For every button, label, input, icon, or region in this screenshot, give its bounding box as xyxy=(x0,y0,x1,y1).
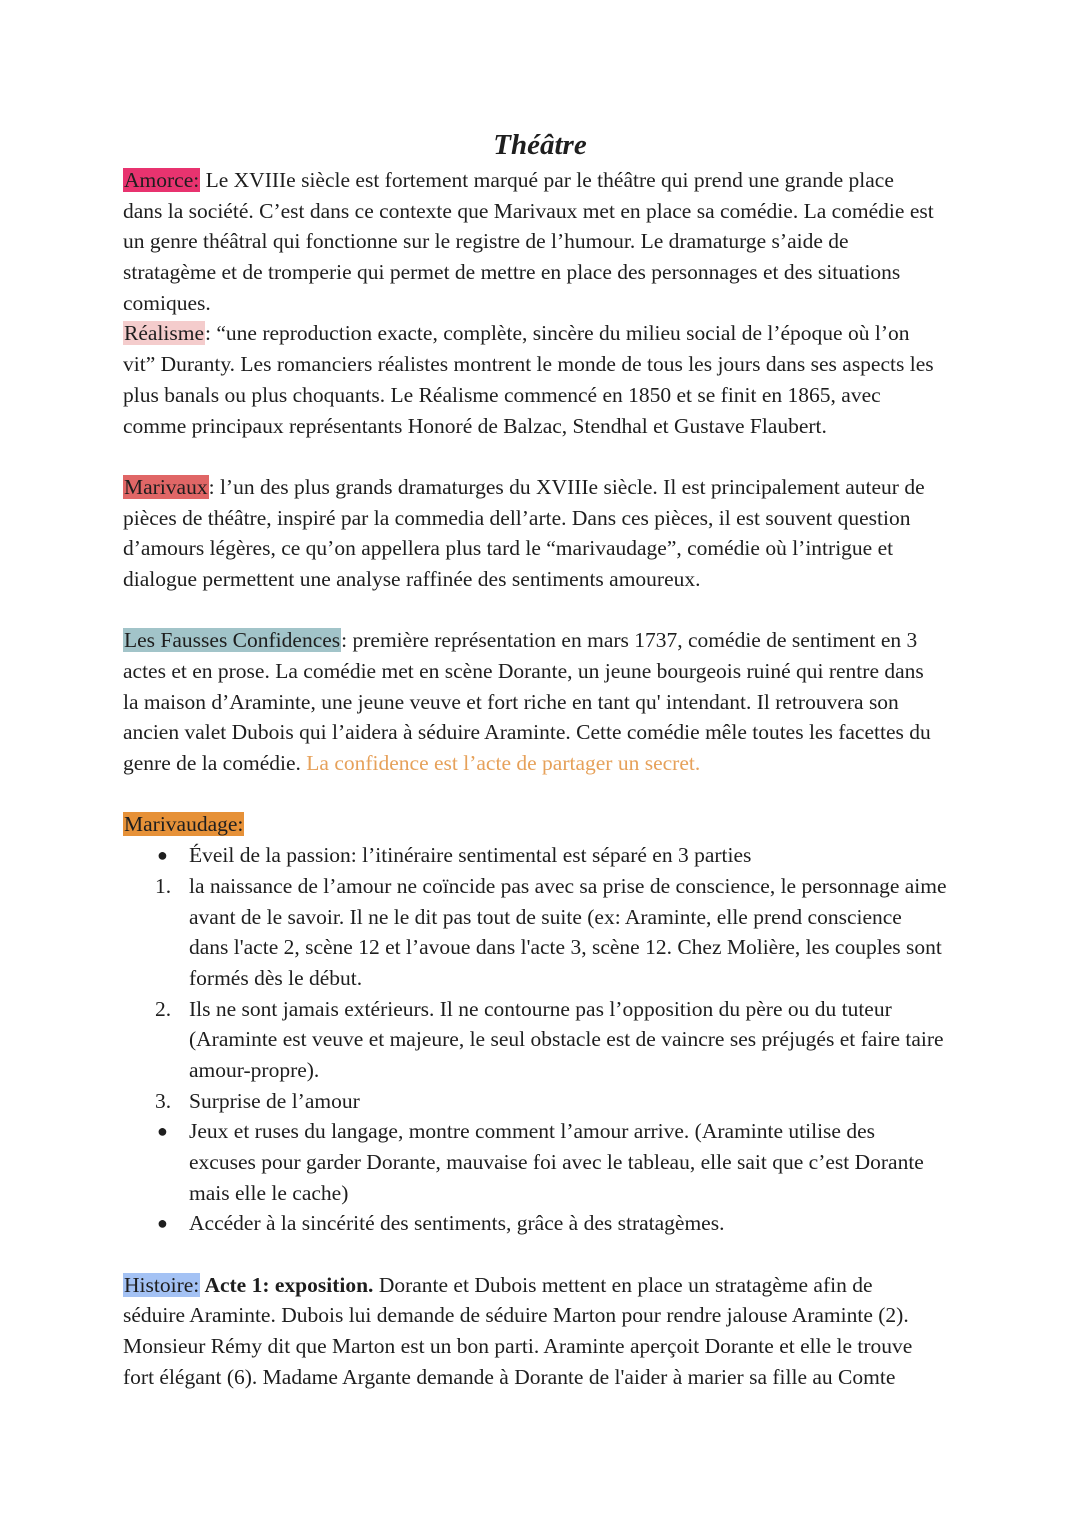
list-item-line: excuses pour garder Dorante, mauvaise foi avec le tableau, elle sait que c’est Dorante xyxy=(189,1150,924,1174)
marivaudage-list xyxy=(123,840,963,1239)
confidences-text: actes et en prose. La comédie met en scène Dorante, un jeune bourgeois ruiné qui rentre dans xyxy=(123,659,924,683)
confidences-label: Les Fausses Confidences xyxy=(124,628,341,653)
confidences-text: ancien valet Dubois qui l’aidera à séduire Araminte. Cette comédie mêle toutes les facettes du xyxy=(123,720,931,745)
amorce-text: un genre théâtral qui fonctionne sur le registre de l’humour. Le dramaturge s’aide de xyxy=(123,229,849,254)
list-item-line: (Araminte est veuve et majeure, le seul obstacle est de vaincre ses préjugés et faire taire xyxy=(189,1027,944,1052)
list-item-line: amour-propre). xyxy=(189,1057,320,1082)
text-line xyxy=(123,656,963,687)
histoire-paragraph xyxy=(123,1270,963,1393)
text-line xyxy=(123,1331,963,1362)
blank-line xyxy=(123,595,963,626)
amorce-text: comiques. xyxy=(123,290,211,315)
histoire-bold-text: Acte 1: exposition. xyxy=(200,1272,374,1297)
text-line xyxy=(123,564,963,595)
list-number: 3. xyxy=(155,1088,172,1113)
list-item-line: Surprise de l’amour xyxy=(189,1088,360,1113)
confidences-text: la maison d’Araminte, une jeune veuve et fort riche en tant qu' intendant. Il retrouvera son xyxy=(123,689,899,714)
list-item xyxy=(123,840,963,871)
text-line xyxy=(123,226,963,257)
list-item xyxy=(123,871,963,994)
histoire-label: Histoire: xyxy=(124,1272,200,1297)
amorce-text: Le XVIIIe siècle est fortement marqué par le théâtre qui prend une grande place xyxy=(200,168,894,192)
page-title: Théâtre xyxy=(493,129,587,161)
histoire-text: fort élégant (6). Madame Argante demande à Dorante de l'aider à marier sa fille au Comte xyxy=(123,1364,896,1389)
list-item xyxy=(123,1208,963,1239)
blank-line xyxy=(123,779,963,810)
list-item-line: mais elle le cache) xyxy=(189,1180,349,1205)
confidences-paragraph xyxy=(123,625,963,778)
list-item-line: Ils ne sont jamais extérieurs. Il ne contourne pas l’opposition du père ou du tuteur xyxy=(189,996,892,1021)
marivaux-label: Marivaux xyxy=(124,474,208,499)
marivaudage-label: Marivaudage: xyxy=(124,812,244,837)
list-item-line: formés dès le début. xyxy=(189,965,363,990)
text-line xyxy=(123,625,963,656)
list-item xyxy=(123,1116,963,1208)
confidences-text: genre de la comédie. xyxy=(123,751,307,776)
list-item xyxy=(123,1086,963,1117)
list-number: 2. xyxy=(155,996,172,1021)
marivaux-text: d’amours légères, ce qu’on appellera plus tard le “marivaudage”, comédie où l’intrigue et xyxy=(123,536,894,561)
text-line xyxy=(123,748,963,779)
list-item-line: avant de le savoir. Il ne le dit pas tout de suite (ex: Araminte, elle prend conscience xyxy=(189,904,902,929)
text-line xyxy=(123,533,963,564)
realisme-text: comme principaux représentants Honoré de Balzac, Stendhal et Gustave Flaubert. xyxy=(123,413,827,438)
text-line xyxy=(123,1270,963,1301)
text-line xyxy=(123,411,963,442)
realisme-paragraph xyxy=(123,318,963,441)
text-line xyxy=(123,472,963,503)
blank-line xyxy=(123,1239,963,1270)
list-item-line: la naissance de l’amour ne coïncide pas avec sa prise de conscience, le personnage aime xyxy=(189,873,947,898)
histoire-text: séduire Araminte. Dubois lui demande de séduire Marton pour rendre jalouse Araminte (2). xyxy=(123,1303,909,1328)
text-line xyxy=(123,503,963,534)
text-line xyxy=(123,717,963,748)
marivaux-text: : l’un des plus grands dramaturges du XVIIIe siècle. Il est principalement auteur de xyxy=(208,474,925,499)
realisme-text: plus banals ou plus choquants. Le Réalisme commencé en 1850 et se finit en 1865, avec xyxy=(123,382,881,407)
list-item-line: dans l'acte 2, scène 12 et l’avoue dans l'acte 3, scène 12. Chez Molière, les couples sont xyxy=(189,935,942,960)
text-line xyxy=(123,257,963,288)
text-line xyxy=(123,1362,963,1393)
text-line xyxy=(123,687,963,718)
document-body xyxy=(123,165,963,1393)
amorce-text: dans la société. C’est dans ce contexte que Marivaux met en place sa comédie. La comédie est xyxy=(123,198,934,223)
confidences-text: : première représentation en mars 1737, comédie de sentiment en 3 xyxy=(341,628,918,653)
list-item xyxy=(123,994,963,1086)
marivaux-paragraph xyxy=(123,472,963,595)
realisme-label: Réalisme xyxy=(124,321,205,346)
text-line xyxy=(123,380,963,411)
amorce-text: stratagème et de tromperie qui permet de mettre en place des personnages et des situations xyxy=(123,260,901,285)
text-line xyxy=(123,288,963,319)
confidences-highlighted-sentence: La confidence est l’acte de partager un secret. xyxy=(306,751,701,776)
list-item-line: Éveil de la passion: l’itinéraire sentimental est séparé en 3 parties xyxy=(189,843,752,868)
histoire-text: Dorante et Dubois mettent en place un stratagème afin de xyxy=(373,1272,873,1297)
list-item-line: Accéder à la sincérité des sentiments, grâce à des stratagèmes. xyxy=(189,1211,725,1236)
bullet-icon: ● xyxy=(157,1121,168,1142)
list-number: 1. xyxy=(155,873,172,898)
marivaux-text: dialogue permettent une analyse raffinée des sentiments amoureux. xyxy=(123,566,701,591)
realisme-text: vit” Duranty. Les romanciers réalistes montrent le monde de tous les jours dans ses aspects les xyxy=(123,352,934,377)
text-line xyxy=(123,1300,963,1331)
amorce-paragraph xyxy=(123,165,963,318)
bullet-icon: ● xyxy=(157,1213,168,1234)
marivaudage-heading xyxy=(123,809,963,840)
document-page xyxy=(123,130,963,1393)
text-line xyxy=(123,165,963,196)
realisme-text: : “une reproduction exacte, complète, sincère du milieu social de l’époque où l’on xyxy=(205,321,910,346)
marivaux-text: pièces de théâtre, inspiré par la commedia dell’arte. Dans ces pièces, il est souvent question xyxy=(123,505,911,530)
text-line xyxy=(123,349,963,380)
amorce-label: Amorce: xyxy=(124,168,200,192)
histoire-text: Monsieur Rémy dit que Marton est un bon parti. Araminte aperçoit Dorante et elle le trouve xyxy=(123,1334,913,1359)
text-line xyxy=(123,196,963,227)
bullet-icon: ● xyxy=(157,845,168,866)
list-item-line: Jeux et ruses du langage, montre comment l’amour arrive. (Araminte utilise des xyxy=(189,1119,875,1144)
text-line xyxy=(123,318,963,349)
blank-line xyxy=(123,441,963,472)
